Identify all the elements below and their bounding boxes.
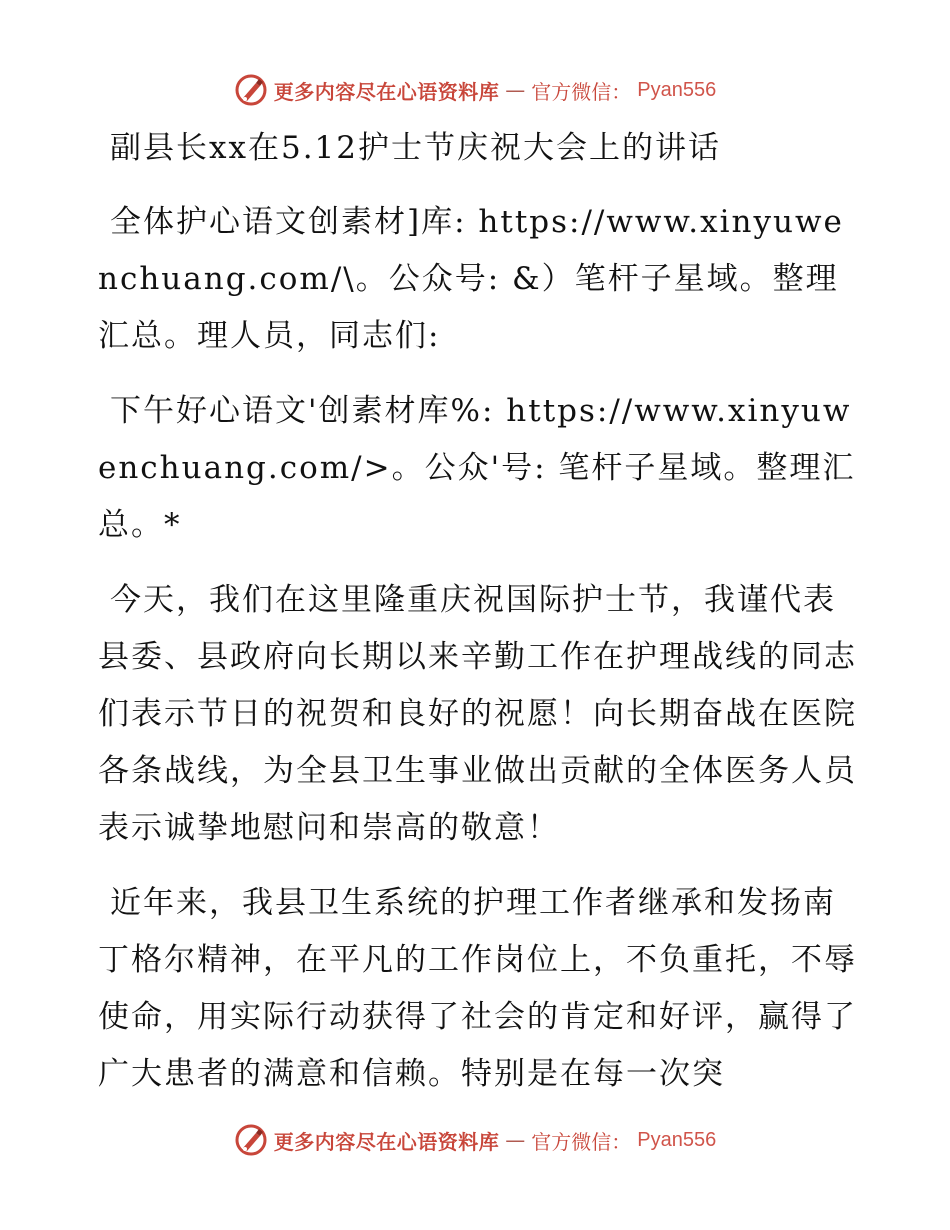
pen-logo-icon (234, 73, 268, 107)
document-title: 副县长xx在5.12护士节庆祝大会上的讲话 (110, 130, 721, 166)
header-official-label: 官方微信： (531, 79, 632, 104)
paragraph-4: 近年来，我县卫生系统的护理工作者继承和发扬南丁格尔精神，在平凡的工作岗位上，不负重托，不辱使命，用实际行动获得了社会的肯定和好评，赢得了广大患者的满意和信赖。特别是在每一次突 (98, 885, 857, 1092)
paragraph-3: 今天，我们在这里隆重庆祝国际护士节，我谨代表县委、县政府向长期以来辛勤工作在护理战线的同志们表示节日的祝贺和良好的祝愿！向长期奋战在医院各条战线，为全县卫生事业做出贡献的全体医务人员表示诚挚地慰问和崇高的敬意！ (98, 582, 857, 846)
paragraph-1: 全体护心语文创素材]库: https://www.xinyuwenchuang.com/\。公众号: &）笔杆子星域。整理汇总。理人员，同志们: (98, 204, 844, 354)
header-wechat-id: Pyan556 (637, 78, 717, 101)
footer-separator: — (505, 1128, 526, 1152)
footer-slogan: 更多内容尽在心语资料库 (273, 1129, 500, 1154)
footer-banner[interactable] (0, 1120, 950, 1160)
paragraph-2: 下午好心语文'创素材库%: https://www.xinyuwenchuang.com/>。公众'号: 笔杆子星域。整理汇总。* (98, 393, 856, 543)
document-body (98, 120, 858, 1103)
header-separator: — (505, 78, 526, 102)
header-banner[interactable] (0, 70, 950, 110)
pen-logo-icon (234, 1123, 268, 1157)
header-slogan: 更多内容尽在心语资料库 (273, 79, 500, 104)
footer-official-label: 官方微信： (531, 1129, 632, 1154)
footer-wechat-id: Pyan556 (637, 1128, 717, 1151)
